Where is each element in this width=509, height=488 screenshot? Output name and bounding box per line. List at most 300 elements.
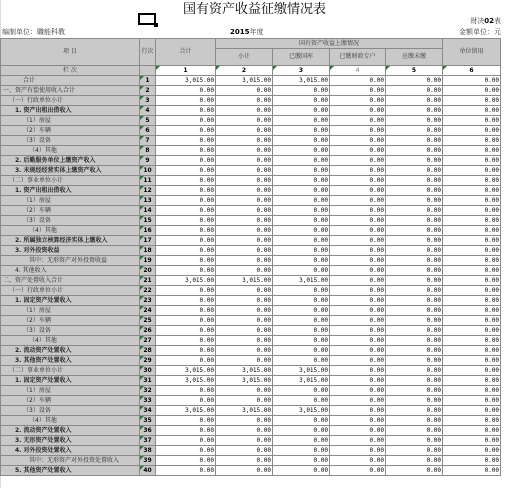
value-cell[interactable]: 0.00 [443, 246, 501, 256]
value-cell[interactable]: 0.00 [216, 396, 273, 406]
header-row-no: 行次 [140, 39, 156, 66]
value-cell[interactable]: 0.00 [443, 226, 501, 236]
value-cell[interactable]: 0.00 [273, 286, 330, 296]
value-cell[interactable]: 0.00 [273, 456, 330, 466]
value-cell[interactable]: 0.00 [330, 356, 386, 366]
value-cell[interactable]: 0.00 [330, 156, 386, 166]
value-cell[interactable]: 0.00 [273, 346, 330, 356]
value-cell[interactable]: 0.00 [273, 446, 330, 456]
value-cell[interactable]: 0.00 [330, 306, 386, 316]
value-cell[interactable]: 0.00 [273, 116, 330, 126]
value-cell[interactable]: 0.00 [330, 96, 386, 106]
value-cell[interactable]: 0.00 [443, 326, 501, 336]
value-cell[interactable]: 0.00 [156, 96, 216, 106]
value-cell[interactable]: 0.00 [216, 136, 273, 146]
row-label: 2. 流动资产处置收入 [1, 346, 140, 356]
value-cell[interactable]: 0.00 [386, 226, 443, 236]
row-label: （2）车辆 [1, 126, 140, 136]
value-cell[interactable]: 0.00 [216, 256, 273, 266]
value-cell[interactable]: 0.00 [443, 136, 501, 146]
value-cell[interactable]: 0.00 [386, 396, 443, 406]
value-cell[interactable]: 0.00 [443, 76, 501, 86]
value-cell[interactable]: 0.00 [156, 426, 216, 436]
row-label: （4）其他 [1, 226, 140, 236]
value-cell[interactable]: 0.00 [443, 206, 501, 216]
value-cell[interactable]: 0.00 [330, 466, 386, 476]
value-cell[interactable]: 0.00 [216, 456, 273, 466]
value-cell[interactable]: 3,015.00 [273, 276, 330, 286]
value-cell[interactable]: 0.00 [443, 156, 501, 166]
value-cell[interactable]: 0.00 [273, 106, 330, 116]
value-cell[interactable]: 0.00 [330, 126, 386, 136]
row-number: 29 [140, 356, 156, 366]
value-cell[interactable]: 0.00 [273, 336, 330, 346]
row-label: 1. 资产出租出借收入 [1, 106, 140, 116]
value-cell[interactable]: 0.00 [443, 166, 501, 176]
value-cell[interactable]: 0.00 [386, 356, 443, 366]
value-cell[interactable]: 0.00 [216, 86, 273, 96]
value-cell[interactable]: 0.00 [330, 136, 386, 146]
value-cell[interactable]: 0.00 [273, 326, 330, 336]
value-cell[interactable]: 0.00 [386, 136, 443, 146]
value-cell[interactable]: 0.00 [386, 286, 443, 296]
value-cell[interactable]: 0.00 [273, 186, 330, 196]
row-number: 36 [140, 426, 156, 436]
value-cell[interactable]: 0.00 [273, 96, 330, 106]
value-cell[interactable]: 0.00 [330, 206, 386, 216]
value-cell[interactable]: 0.00 [386, 346, 443, 356]
value-cell[interactable]: 0.00 [386, 116, 443, 126]
value-cell[interactable]: 0.00 [330, 236, 386, 246]
value-cell[interactable]: 0.00 [273, 196, 330, 206]
col-label-item: 栏 次 [1, 66, 140, 76]
value-cell[interactable]: 3,015.00 [216, 76, 273, 86]
value-cell[interactable]: 0.00 [216, 96, 273, 106]
value-cell[interactable]: 0.00 [273, 246, 330, 256]
value-cell[interactable]: 0.00 [156, 456, 216, 466]
value-cell[interactable]: 0.00 [216, 266, 273, 276]
value-cell[interactable]: 0.00 [216, 156, 273, 166]
table-row [1, 456, 501, 466]
value-cell[interactable]: 0.00 [216, 426, 273, 436]
year-value: 2015 [230, 28, 250, 36]
row-number: 31 [140, 376, 156, 386]
value-cell[interactable]: 0.00 [443, 446, 501, 456]
value-cell[interactable]: 0.00 [443, 416, 501, 426]
value-cell[interactable]: 0.00 [443, 336, 501, 346]
value-cell[interactable]: 0.00 [156, 436, 216, 446]
value-cell[interactable]: 0.00 [273, 236, 330, 246]
row-label: 2. 流动资产处置收入 [1, 426, 140, 436]
value-cell[interactable]: 0.00 [156, 236, 216, 246]
selected-cell-cursor[interactable] [138, 13, 156, 25]
col-number[interactable]: 6 [443, 66, 501, 76]
value-cell[interactable]: 0.00 [386, 206, 443, 216]
row-number: 23 [140, 296, 156, 306]
value-cell[interactable]: 0.00 [386, 366, 443, 376]
value-cell[interactable]: 0.00 [156, 286, 216, 296]
value-cell[interactable]: 0.00 [216, 386, 273, 396]
value-cell[interactable]: 0.00 [386, 106, 443, 116]
value-cell[interactable]: 0.00 [273, 356, 330, 366]
value-cell[interactable]: 0.00 [443, 426, 501, 436]
value-cell[interactable]: 0.00 [330, 226, 386, 236]
value-cell[interactable]: 0.00 [386, 416, 443, 426]
value-cell[interactable]: 0.00 [216, 196, 273, 206]
value-cell[interactable]: 0.00 [216, 216, 273, 226]
value-cell[interactable]: 0.00 [156, 246, 216, 256]
value-cell[interactable]: 0.00 [216, 236, 273, 246]
value-cell[interactable]: 0.00 [216, 326, 273, 336]
value-cell[interactable]: 0.00 [386, 426, 443, 436]
value-cell[interactable]: 0.00 [330, 316, 386, 326]
value-cell[interactable]: 0.00 [443, 356, 501, 366]
value-cell[interactable]: 0.00 [156, 336, 216, 346]
value-cell[interactable]: 0.00 [330, 406, 386, 416]
value-cell[interactable]: 0.00 [156, 106, 216, 116]
value-cell[interactable]: 0.00 [216, 346, 273, 356]
table-row [1, 136, 501, 146]
value-cell[interactable]: 0.00 [386, 386, 443, 396]
value-cell[interactable]: 0.00 [273, 166, 330, 176]
value-cell[interactable]: 0.00 [443, 376, 501, 386]
value-cell[interactable]: 0.00 [156, 156, 216, 166]
value-cell[interactable]: 0.00 [273, 156, 330, 166]
value-cell[interactable]: 0.00 [443, 456, 501, 466]
value-cell[interactable]: 0.00 [330, 456, 386, 466]
value-cell[interactable]: 0.00 [330, 286, 386, 296]
value-cell[interactable]: 0.00 [330, 106, 386, 116]
value-cell[interactable]: 0.00 [386, 336, 443, 346]
row-label: 3. 未规经经营实体上缴资产收入 [1, 166, 140, 176]
col-number[interactable]: 1 [156, 66, 216, 76]
value-cell[interactable]: 0.00 [156, 86, 216, 96]
value-cell[interactable]: 0.00 [156, 196, 216, 206]
value-cell[interactable]: 0.00 [386, 326, 443, 336]
value-cell[interactable]: 0.00 [330, 166, 386, 176]
value-cell[interactable]: 0.00 [273, 146, 330, 156]
value-cell[interactable]: 0.00 [273, 136, 330, 146]
value-cell[interactable]: 0.00 [216, 466, 273, 476]
value-cell[interactable]: 0.00 [216, 446, 273, 456]
value-cell[interactable]: 0.00 [443, 286, 501, 296]
value-cell[interactable]: 0.00 [443, 296, 501, 306]
value-cell[interactable]: 0.00 [273, 226, 330, 236]
value-cell[interactable]: 0.00 [386, 276, 443, 286]
col-number[interactable]: 4 [330, 66, 386, 76]
table-row [1, 296, 501, 306]
value-cell[interactable]: 0.00 [443, 386, 501, 396]
row-label: （3）设备 [1, 216, 140, 226]
row-number: 4 [140, 106, 156, 116]
value-cell[interactable]: 0.00 [273, 266, 330, 276]
value-cell[interactable]: 0.00 [330, 436, 386, 446]
value-cell[interactable]: 0.00 [330, 346, 386, 356]
value-cell[interactable]: 0.00 [273, 466, 330, 476]
value-cell[interactable]: 0.00 [156, 446, 216, 456]
value-cell[interactable]: 0.00 [386, 86, 443, 96]
value-cell[interactable]: 0.00 [273, 386, 330, 396]
value-cell[interactable]: 0.00 [156, 226, 216, 236]
row-number: 20 [140, 266, 156, 276]
value-cell[interactable]: 0.00 [386, 306, 443, 316]
row-label: 1. 固定资产处置收入 [1, 296, 140, 306]
value-cell[interactable]: 0.00 [443, 306, 501, 316]
value-cell[interactable]: 0.00 [330, 116, 386, 126]
value-cell[interactable]: 0.00 [443, 126, 501, 136]
row-number: 39 [140, 456, 156, 466]
value-cell[interactable]: 0.00 [330, 426, 386, 436]
value-cell[interactable]: 0.00 [273, 296, 330, 306]
report-title: 国有资产收益征缴情况表 [182, 2, 326, 17]
row-label: （1）房屋 [1, 306, 140, 316]
value-cell[interactable]: 0.00 [330, 246, 386, 256]
value-cell[interactable]: 0.00 [156, 296, 216, 306]
table-row [1, 376, 501, 386]
value-cell[interactable]: 0.00 [273, 256, 330, 266]
value-cell[interactable]: 0.00 [216, 106, 273, 116]
value-cell[interactable]: 3,015.00 [216, 376, 273, 386]
value-cell[interactable]: 0.00 [386, 216, 443, 226]
value-cell[interactable]: 0.00 [216, 296, 273, 306]
value-cell[interactable]: 0.00 [216, 206, 273, 216]
value-cell[interactable]: 0.00 [443, 346, 501, 356]
form-number-suffix: 表 [494, 17, 501, 25]
value-cell[interactable]: 0.00 [273, 206, 330, 216]
value-cell[interactable]: 0.00 [386, 246, 443, 256]
row-number: 3 [140, 96, 156, 106]
value-cell[interactable]: 0.00 [386, 266, 443, 276]
value-cell[interactable]: 0.00 [386, 196, 443, 206]
value-cell[interactable]: 0.00 [330, 336, 386, 346]
value-cell[interactable]: 0.00 [156, 126, 216, 136]
value-cell[interactable]: 0.00 [330, 216, 386, 226]
value-cell[interactable]: 0.00 [443, 86, 501, 96]
col-number[interactable]: 3 [273, 66, 330, 76]
value-cell[interactable]: 0.00 [330, 256, 386, 266]
col-label-rowno [140, 66, 156, 76]
value-cell[interactable]: 0.00 [273, 216, 330, 226]
value-cell[interactable]: 0.00 [443, 266, 501, 276]
value-cell[interactable]: 3,015.00 [156, 76, 216, 86]
value-cell[interactable]: 0.00 [273, 86, 330, 96]
value-cell[interactable]: 0.00 [273, 416, 330, 426]
value-cell[interactable]: 0.00 [443, 186, 501, 196]
header-unpaid: 应缴未缴 [386, 49, 443, 66]
value-cell[interactable]: 0.00 [443, 106, 501, 116]
value-cell[interactable]: 0.00 [443, 436, 501, 446]
value-cell[interactable]: 0.00 [443, 276, 501, 286]
value-cell[interactable]: 0.00 [386, 256, 443, 266]
value-cell[interactable]: 0.00 [273, 316, 330, 326]
value-cell[interactable]: 0.00 [386, 296, 443, 306]
header-other: 单位留用 [443, 39, 501, 66]
value-cell[interactable]: 0.00 [216, 226, 273, 236]
value-cell[interactable]: 0.00 [273, 306, 330, 316]
value-cell[interactable]: 0.00 [330, 196, 386, 206]
value-cell[interactable]: 0.00 [156, 386, 216, 396]
value-cell[interactable]: 0.00 [386, 186, 443, 196]
value-cell[interactable]: 0.00 [386, 316, 443, 326]
row-number: 35 [140, 416, 156, 426]
row-number: 11 [140, 176, 156, 186]
value-cell[interactable]: 0.00 [216, 316, 273, 326]
value-cell[interactable]: 0.00 [330, 146, 386, 156]
value-cell[interactable]: 0.00 [386, 156, 443, 166]
value-cell[interactable]: 0.00 [443, 466, 501, 476]
value-cell[interactable]: 0.00 [273, 176, 330, 186]
value-cell[interactable]: 0.00 [443, 366, 501, 376]
value-cell[interactable]: 0.00 [443, 256, 501, 266]
value-cell[interactable]: 0.00 [443, 196, 501, 206]
value-cell[interactable]: 0.00 [386, 456, 443, 466]
value-cell[interactable]: 0.00 [156, 216, 216, 226]
value-cell[interactable]: 0.00 [156, 466, 216, 476]
value-cell[interactable]: 0.00 [443, 406, 501, 416]
value-cell[interactable]: 0.00 [386, 436, 443, 446]
value-cell[interactable]: 0.00 [386, 236, 443, 246]
value-cell[interactable]: 0.00 [156, 416, 216, 426]
value-cell[interactable]: 0.00 [443, 96, 501, 106]
value-cell[interactable]: 3,015.00 [156, 376, 216, 386]
row-label: （2）车辆 [1, 206, 140, 216]
value-cell[interactable]: 0.00 [216, 176, 273, 186]
value-cell[interactable]: 0.00 [216, 126, 273, 136]
value-cell[interactable]: 0.00 [443, 236, 501, 246]
value-cell[interactable]: 0.00 [330, 296, 386, 306]
value-cell[interactable]: 0.00 [156, 356, 216, 366]
value-cell[interactable]: 0.00 [330, 276, 386, 286]
table-row [1, 466, 501, 476]
value-cell[interactable]: 0.00 [386, 146, 443, 156]
row-number: 9 [140, 156, 156, 166]
value-cell[interactable]: 0.00 [443, 216, 501, 226]
value-cell[interactable]: 0.00 [330, 266, 386, 276]
value-cell[interactable]: 0.00 [386, 376, 443, 386]
value-cell[interactable]: 0.00 [443, 176, 501, 186]
value-cell[interactable]: 0.00 [330, 396, 386, 406]
table-row [1, 366, 501, 376]
value-cell[interactable]: 0.00 [330, 86, 386, 96]
value-cell[interactable]: 0.00 [216, 286, 273, 296]
row-number: 28 [140, 346, 156, 356]
value-cell[interactable]: 3,015.00 [273, 366, 330, 376]
value-cell[interactable]: 0.00 [386, 466, 443, 476]
header-paid-finance: 已缴国库 [273, 49, 330, 66]
table-row [1, 106, 501, 116]
table-row [1, 186, 501, 196]
value-cell[interactable]: 0.00 [386, 176, 443, 186]
value-cell[interactable]: 0.00 [156, 166, 216, 176]
value-cell[interactable]: 0.00 [216, 306, 273, 316]
value-cell[interactable]: 0.00 [216, 166, 273, 176]
value-cell[interactable]: 0.00 [156, 146, 216, 156]
table-row [1, 356, 501, 366]
value-cell[interactable]: 3,015.00 [216, 276, 273, 286]
row-number: 16 [140, 226, 156, 236]
value-cell[interactable]: 0.00 [386, 446, 443, 456]
value-cell[interactable]: 0.00 [216, 246, 273, 256]
value-cell[interactable]: 0.00 [156, 326, 216, 336]
value-cell[interactable]: 0.00 [156, 136, 216, 146]
col-number[interactable]: 5 [386, 66, 443, 76]
value-cell[interactable]: 0.00 [443, 116, 501, 126]
value-cell[interactable]: 0.00 [273, 436, 330, 446]
value-cell[interactable]: 0.00 [156, 186, 216, 196]
value-cell[interactable]: 0.00 [330, 416, 386, 426]
value-cell[interactable]: 0.00 [156, 206, 216, 216]
value-cell[interactable]: 0.00 [330, 446, 386, 456]
value-cell[interactable]: 0.00 [330, 186, 386, 196]
table-row [1, 316, 501, 326]
value-cell[interactable]: 3,015.00 [273, 406, 330, 416]
value-cell[interactable]: 3,015.00 [273, 76, 330, 86]
value-cell[interactable]: 0.00 [330, 386, 386, 396]
value-cell[interactable]: 0.00 [386, 96, 443, 106]
value-cell[interactable]: 3,015.00 [273, 376, 330, 386]
value-cell[interactable]: 0.00 [216, 116, 273, 126]
value-cell[interactable]: 0.00 [330, 366, 386, 376]
table-row [1, 326, 501, 336]
value-cell[interactable]: 0.00 [216, 186, 273, 196]
table-row [1, 256, 501, 266]
value-cell[interactable]: 0.00 [156, 266, 216, 276]
header-subtotal: 小计 [216, 49, 273, 66]
value-cell[interactable]: 0.00 [156, 256, 216, 266]
value-cell[interactable]: 0.00 [386, 166, 443, 176]
value-cell[interactable]: 0.00 [156, 176, 216, 186]
value-cell[interactable]: 0.00 [216, 436, 273, 446]
value-cell[interactable]: 0.00 [330, 176, 386, 186]
value-cell[interactable]: 0.00 [156, 316, 216, 326]
value-cell[interactable]: 0.00 [156, 306, 216, 316]
value-cell[interactable]: 0.00 [156, 396, 216, 406]
value-cell[interactable]: 3,015.00 [156, 406, 216, 416]
value-cell[interactable]: 0.00 [386, 406, 443, 416]
value-cell[interactable]: 0.00 [273, 426, 330, 436]
row-label: （二）事业单位小计 [1, 366, 140, 376]
row-number: 13 [140, 196, 156, 206]
value-cell[interactable]: 3,015.00 [216, 406, 273, 416]
row-label: （1）房屋 [1, 196, 140, 206]
value-cell[interactable]: 0.00 [330, 376, 386, 386]
value-cell[interactable]: 0.00 [216, 416, 273, 426]
value-cell[interactable]: 0.00 [216, 146, 273, 156]
col-number[interactable]: 2 [216, 66, 273, 76]
value-cell[interactable]: 0.00 [386, 126, 443, 136]
value-cell[interactable]: 0.00 [443, 146, 501, 156]
row-number: 15 [140, 216, 156, 226]
value-cell[interactable]: 0.00 [443, 396, 501, 406]
value-cell[interactable]: 0.00 [216, 356, 273, 366]
value-cell[interactable]: 0.00 [386, 76, 443, 86]
value-cell[interactable]: 3,015.00 [156, 366, 216, 376]
value-cell[interactable]: 0.00 [330, 326, 386, 336]
row-label: 3. 无形资产处置收入 [1, 436, 140, 446]
value-cell[interactable]: 0.00 [443, 316, 501, 326]
value-cell[interactable]: 3,015.00 [216, 366, 273, 376]
value-cell[interactable]: 0.00 [273, 396, 330, 406]
value-cell[interactable]: 0.00 [273, 126, 330, 136]
row-number: 21 [140, 276, 156, 286]
value-cell[interactable]: 0.00 [216, 336, 273, 346]
value-cell[interactable]: 0.00 [330, 76, 386, 86]
table-row [1, 266, 501, 276]
value-cell[interactable]: 0.00 [156, 116, 216, 126]
value-cell[interactable]: 3,015.00 [156, 276, 216, 286]
table-row [1, 336, 501, 346]
value-cell[interactable]: 0.00 [156, 346, 216, 356]
